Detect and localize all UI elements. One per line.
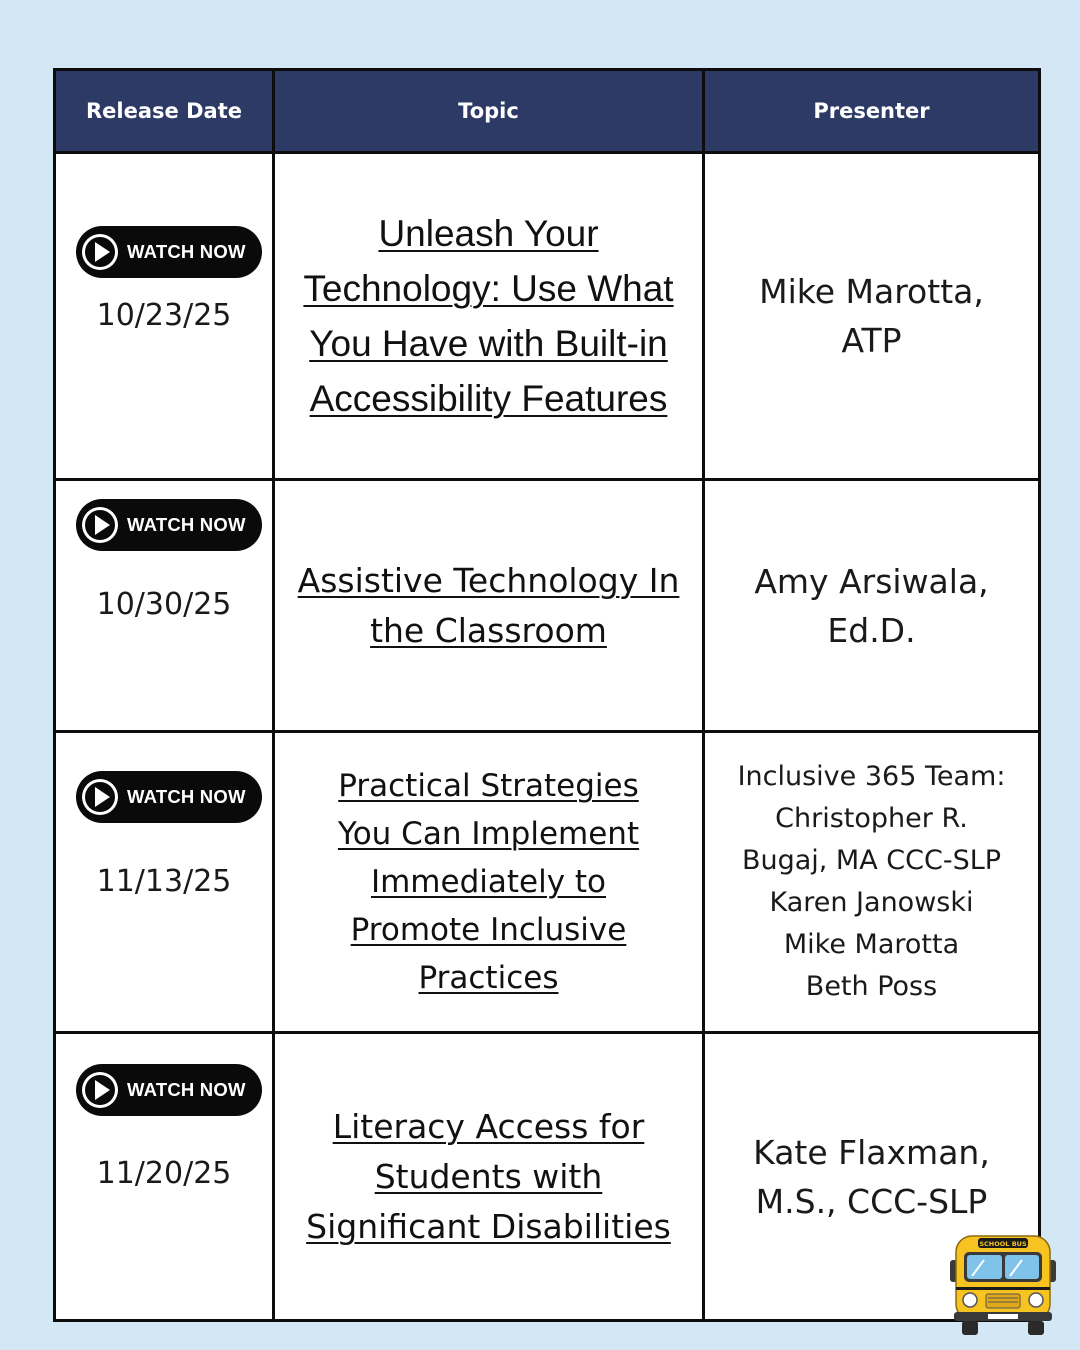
presenter-name: Inclusive 365 Team: Christopher R. Bugaj, MA CCC-SLP Karen Janowski Mike Marotta Beth Poss: [737, 761, 1006, 1002]
topic-cell: [274, 732, 704, 1033]
release-date-cell: [55, 732, 274, 1033]
table-row: [55, 480, 1040, 732]
watch-now-label: WATCH NOW: [127, 514, 246, 535]
topic-link[interactable]: Assistive Technology In the Classroom: [297, 560, 680, 650]
release-date-cell: [55, 1033, 274, 1321]
webinar-schedule-table: [53, 68, 1041, 1322]
topic-link[interactable]: Unleash Your Technology: Use What You Have with Built-in Accessibility Features: [303, 213, 674, 419]
presenter-cell: [704, 480, 1040, 732]
table-row: [55, 1033, 1040, 1321]
topic-link[interactable]: Literacy Access for Students with Significant Disabilities: [306, 1106, 671, 1246]
presenter-name: Kate Flaxman, M.S., CCC-SLP: [753, 1132, 990, 1221]
release-date: 11/20/25: [96, 1156, 232, 1191]
release-date-cell: [55, 153, 274, 480]
bus-sign-text: SCHOOL BUS: [979, 1240, 1027, 1248]
presenter-name: Amy Arsiwala, Ed.D.: [754, 561, 989, 650]
watch-now-label: WATCH NOW: [127, 241, 246, 262]
topic-cell: [274, 153, 704, 480]
watch-now-label: WATCH NOW: [127, 786, 246, 807]
table-row: [55, 153, 1040, 480]
play-circle-icon: [80, 1070, 120, 1110]
watch-now-button[interactable]: [76, 771, 262, 823]
table-header-row: [55, 70, 1040, 153]
topic-cell: [274, 480, 704, 732]
presenter-cell: [704, 153, 1040, 480]
release-date: 10/30/25: [96, 587, 232, 622]
watch-now-label: WATCH NOW: [127, 1079, 246, 1100]
release-date-cell: [55, 480, 274, 732]
release-date: 11/13/25: [96, 864, 232, 899]
release-date: 10/23/25: [96, 298, 232, 333]
header-topic: Topic: [274, 70, 704, 153]
presenter-name: Mike Marotta, ATP: [759, 272, 984, 360]
watch-now-button[interactable]: [76, 499, 262, 551]
watch-now-button[interactable]: [76, 1064, 262, 1116]
topic-link[interactable]: Practical Strategies You Can Implement Immediately to Promote Inclusive Practices: [337, 768, 640, 996]
play-circle-icon: [80, 232, 120, 272]
watch-now-button[interactable]: [76, 226, 262, 278]
school-bus-icon: [948, 1232, 1058, 1336]
header-release-date: Release Date: [55, 70, 274, 153]
table-row: [55, 732, 1040, 1033]
topic-cell: [274, 1033, 704, 1321]
play-circle-icon: [80, 505, 120, 545]
presenter-cell: [704, 732, 1040, 1033]
play-circle-icon: [80, 777, 120, 817]
header-presenter: Presenter: [704, 70, 1040, 153]
